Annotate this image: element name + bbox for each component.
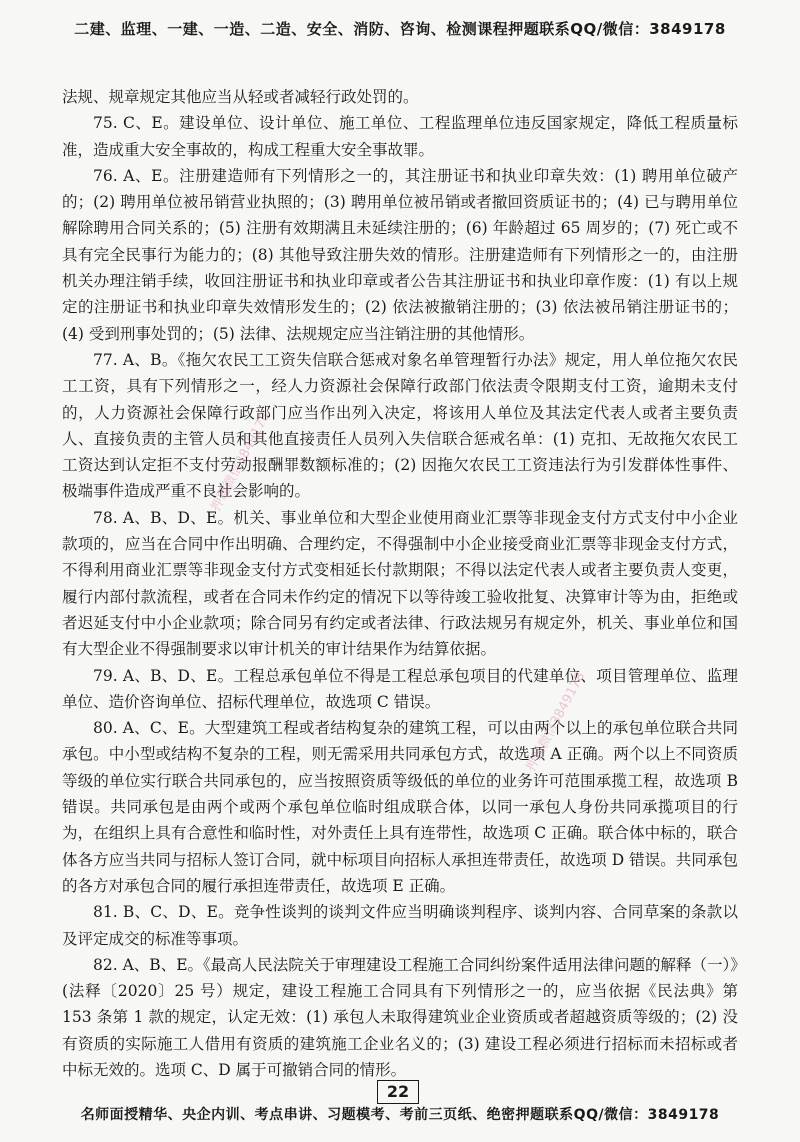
paragraph: 81. B、C、D、E。竞争性谈判的谈判文件应当明确谈判程序、谈判内容、合同草案的条款以及评定成交的标准等事项。 xyxy=(62,903,738,948)
paragraph: 80. A、C、E。大型建筑工程或者结构复杂的建筑工程，可以由两个以上的承包单位联合共同承包。中小型或结构不复杂的工程，则无需采用共同承包方式，故选项 A 正确。两个以上不同资质等级的单位实行联合共同承包的，应当按照资质等级低的单位的业务许可范围承揽工程，故选项 B 错误。共同承包是由两个或两个承包单位临时组成联合体，以同一承包人身份共同承揽项目的行为，在组织上具有合意性和临时性，对外责任上具有连带性，故选项 C 正确。联合体中标的，联合体各方应当共同与招标人签订合同，就中标项目向招标人承担连带责任，故选项 D 错误。共同承包的各方对承包合同的履行承担连带责任，故选项 E 正确。 xyxy=(62,719,738,895)
footer-banner: 名师面授精华、央企内训、考点串讲、习题模考、考前三页纸、绝密押题联系QQ/微信：3849178 xyxy=(80,1107,720,1123)
paragraph: 75. C、E。建设单位、设计单位、施工单位、工程监理单位违反国家规定，降低工程质量标准，造成重大安全事故的，构成工程重大安全事故罪。 xyxy=(62,114,738,159)
paragraph: 79. A、B、D、E。工程总承包单位不得是工程总承包项目的代建单位、项目管理单位、监理单位、造价咨询单位、招标代理单位，故选项 C 错误。 xyxy=(62,666,738,711)
paragraph: 78. A、B、D、E。机关、事业单位和大型企业使用商业汇票等非现金支付方式支付中小企业款项的，应当在合同中作出明确、合理约定，不得强制中小企业接受商业汇票等非现金支付方式，不得利用商业汇票等非现金支付方式变相延长付款期限；不得以法定代表人或者主要负责人变更，履行内部付款流程，或者在合同未作约定的情况下以等待竣工验收批复、决算审计等为由，拒绝或者迟延支付中小企业款项；除合同另有约定或者法律、行政法规另有规定外，机关、事业单位和国有大型企业不得强制要求以审计机关的审计结果作为结算依据。 xyxy=(62,508,738,659)
paragraph: 76. A、E。注册建造师有下列情形之一的，其注册证书和执业印章失效：(1) 聘用单位破产的；(2) 聘用单位被吊销营业执照的；(3) 聘用单位被吊销或者撤回资质证书的；(4) 已与聘用单位解除聘用合同关系的；(5) 注册有效期满且未延续注册的；(6) 年龄超过 65 周岁的；(7) 死亡或不具有完全民事行为能力的；(8) 其他导致注册失效的情形。注册建造师有下列情形之一的，由注册机关办理注销手续，收回注册证书和执业印章或者公告其注册证书和执业印章作废：(1) 有以上规定的注册证书和执业印章失效情形发生的；(2) 依法被撤销注册的；(3) 依法被吊销注册证书的；(4) 受到刑事处罚的；(5) 法律、法规规定应当注销注册的其他情形。 xyxy=(62,166,738,343)
answer-explanations xyxy=(62,84,738,1083)
paragraph: 77. A、B。《拖欠农民工工资失信联合惩戒对象名单管理暂行办法》规定，用人单位拖欠农民工工资，具有下列情形之一，经人力资源社会保障行政部门依法责令限期支付工资，逾期未支付的，人力资源社会保障行政部门应当作出列入决定，将该用人单位及其法定代表人或者主要负责人、直接负责的主管人员和其他直接责任人员列入失信联合惩戒名单：(1) 克扣、无故拖欠农民工工资达到认定拒不支付劳动报酬罪数额标准的；(2) 因拖欠农民工工资违法行为引发群体性事件、极端事件造成严重不良社会影响的。 xyxy=(62,350,738,501)
paragraph: 法规、规章规定其他应当从轻或者减轻行政处罚的。 xyxy=(62,88,419,106)
watermark: 押题微信3849178 xyxy=(208,409,274,514)
paragraph: 82. A、B、E。《最高人民法院关于审理建设工程施工合同纠纷案件适用法律问题的解释（一）》(法释〔2020〕25 号）规定，建设工程施工合同具有下列情形之一的，应当依据《民法典》第 153 条第 1 款的规定，认定无效：(1) 承包人未取得建筑业企业资质或者超越资质等级的；(2) 没有资质的实际施工人借用有资质的建筑施工企业名义的；(3) 建设工程必须进行招标而未招标或者中标无效的。选项 C、D 属于可撤销合同的情形。 xyxy=(62,955,738,1079)
header-banner: 二建、监理、一建、一造、二造、安全、消防、咨询、检测课程押题联系QQ/微信：3849178 xyxy=(74,20,726,38)
watermark: 押题微信3849178 xyxy=(523,669,589,774)
page-number: 22 xyxy=(377,1080,419,1104)
